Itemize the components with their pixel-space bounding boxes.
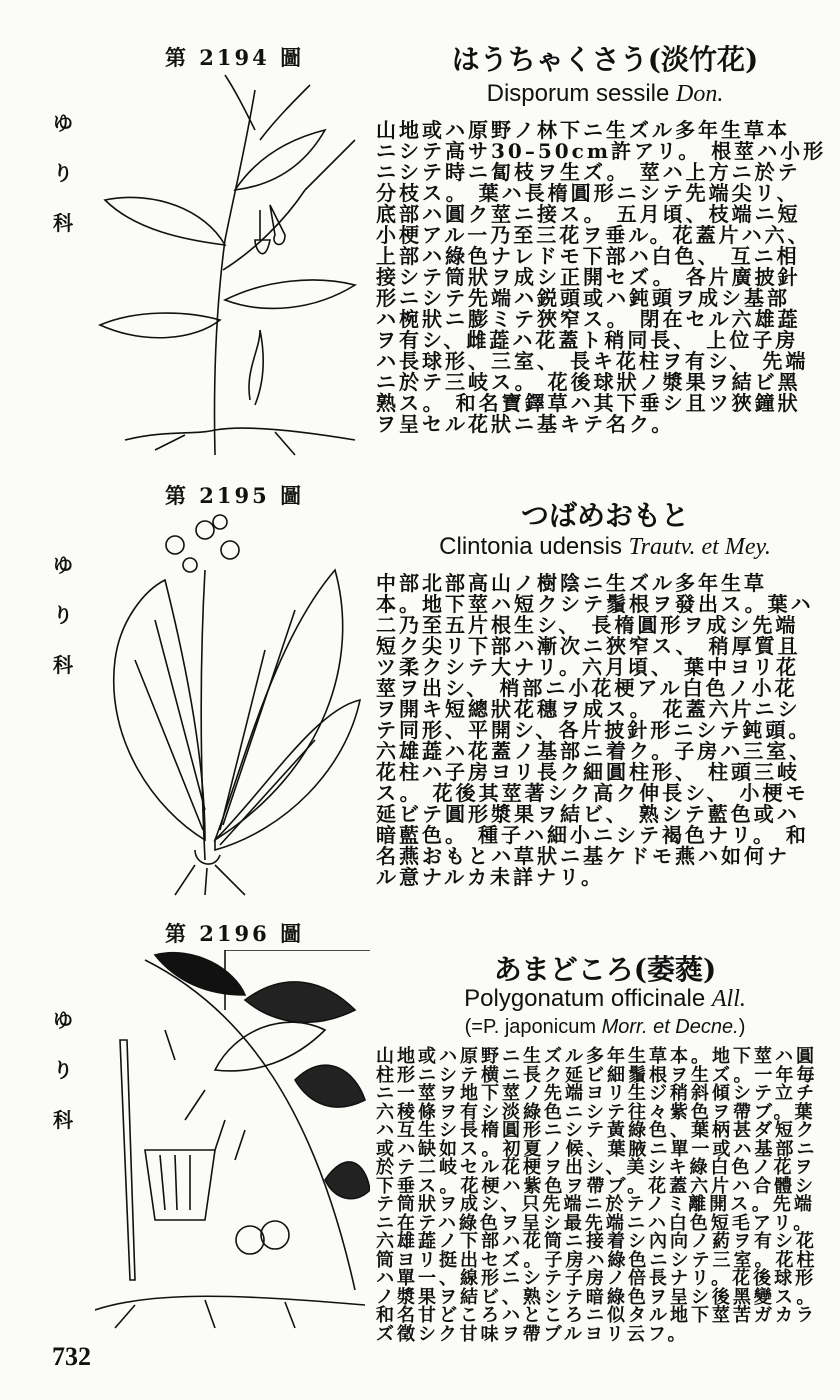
japanese-name: つばめおもと [520, 499, 689, 532]
figure-label-2194: 第 2194 圖 [165, 45, 305, 70]
page-number: 732 [52, 1342, 91, 1371]
family-label: ゆり科 [53, 553, 73, 677]
figure-label-2195: 第 2195 圖 [165, 483, 305, 508]
description-2196: 山地或ハ原野ニ生ズル多年生草本。地下莖ハ圓 柱形ニシテ横ニ長ク延ビ細鬚根ヲ生ズ。一年毎 ニ一莖ヲ地下莖ノ先端ヨリ生ジ稍斜傾シテ立チ 六稜條ヲ有シ淡綠色ニシテ往々紫色ヲ帶ブ。葉 ハ互生シ長楕圓形ニシテ黃綠色、葉柄甚ダ短ク 或ハ缺如ス。初夏ノ候、葉腋ニ單一或ハ基部ニ 於テ二岐セル花梗ヲ出シ、美シキ綠白色ノ花ヲ 下垂ス。花梗ハ紫色ヲ帶ブ。花蓋六片ハ合體シ テ筒狀ヲ成シ、只先端ニ於テノミ離開ス。先端 ニ在テハ綠色ヲ呈シ最先端ニハ白色短毛アリ。 六雄蕋ノ下部ハ花筒ニ接着シ內向ノ葯ヲ有シ花 筒ヨリ挺出セズ。子房ハ綠色ニシテ三室。花柱 ハ單一、線形ニシテ子房ノ倍長ナリ。花後球形 ノ漿果ヲ結ビ、熟シテ暗綠色ヲ呈シ後黑變ス。 和名甘どころハところニ似タル地下莖苦ガカラ ズ徵シク甘味ヲ帶ブルヨリ云フ。 [376, 1046, 818, 1345]
figure-label-2196: 第 2196 圖 [165, 921, 305, 946]
family-label: ゆり科 [53, 111, 73, 235]
japanese-name: あまどころ(萎蕤) [493, 953, 717, 986]
scientific-name: Clintonia udensis Trautv. et Mey. [439, 533, 771, 560]
polygonatum-officinale-drawing [95, 950, 370, 1330]
description-2195: 中部北部高山ノ樹陰ニ生ズル多年生草 本。地下莖ハ短クシテ鬚根ヲ發出ス。葉ハ 二乃至五片根生シ、 長楕圓形ヲ成シ先端 短ク尖リ下部ハ漸次ニ狹窄ス、 稍厚質且 ツ柔クシテ大ナリ。六月頃、 葉中ヨリ花 莖ヲ出シ、 梢部ニ小花梗アル白色ノ小花 ヲ開キ短總狀花穗ヲ成ス。 花蓋六片ニシ テ同形、平開シ、各片披針形ニシテ鈍頭。 六雄蕋ハ花蓋ノ基部ニ着ク。子房ハ三室、 花柱ハ子房ヨリ長ク細圓柱形、 柱頭三岐 ス。 花後其莖著シク高ク伸長シ、 小梗モ 延ビテ圓形漿果ヲ結ビ、 熟シテ藍色或ハ 暗藍色。 種子ハ細小ニシテ褐色ナリ。 和 名燕おもとハ草狀ニ基ケドモ燕ハ如何ナ ル意ナルカ未詳ナリ。 [376, 571, 814, 889]
scientific-name: Polygonatum officinale All. [464, 985, 746, 1012]
family-label: ゆり科 [53, 1008, 73, 1132]
disporum-sessile-drawing [95, 70, 365, 460]
description-2194: 山地或ハ原野ノ林下ニ生ズル多年生草本 ニシテ高サ30–50cm許アリ。 根莖ハ小形 ニシテ時ニ匐枝ヲ生ズ。 莖ハ上方ニ於テ 分枝ス。 葉ハ長楕圓形ニシテ先端尖リ、 底部ハ圓ク莖ニ接ス。 五月頃、枝端ニ短 小梗アル一乃至三花ヲ垂ル。花蓋片ハ六、 上部ハ綠色ナレドモ下部ハ白色、 互ニ相 接シテ筒狀ヲ成シ正開セズ。 各片廣披針 形ニシテ先端ハ鋭頭或ハ鈍頭ヲ成シ基部 ハ椀狀ニ膨ミテ狹窄ス。 閉在セル六雄蕋 ヲ有シ、雌蕋ハ花蓋ト稍同長、 上位子房 ハ長球形、三室、 長キ花柱ヲ有シ、 先端 ニ於テ三岐ス。 花後球狀ノ漿果ヲ結ビ黑 熟ス。 和名寶鐸草ハ其下垂シ且ツ狹鐘狀 ヲ呈セル花狀ニ基キテ名ク。 [376, 118, 827, 436]
clintonia-udensis-drawing [95, 510, 365, 900]
japanese-name: はうちゃくさう(淡竹花) [451, 43, 759, 76]
synonym: (=P. japonicum Morr. et Decne.) [464, 1016, 746, 1038]
scientific-name: Disporum sessile Don. [486, 80, 724, 107]
